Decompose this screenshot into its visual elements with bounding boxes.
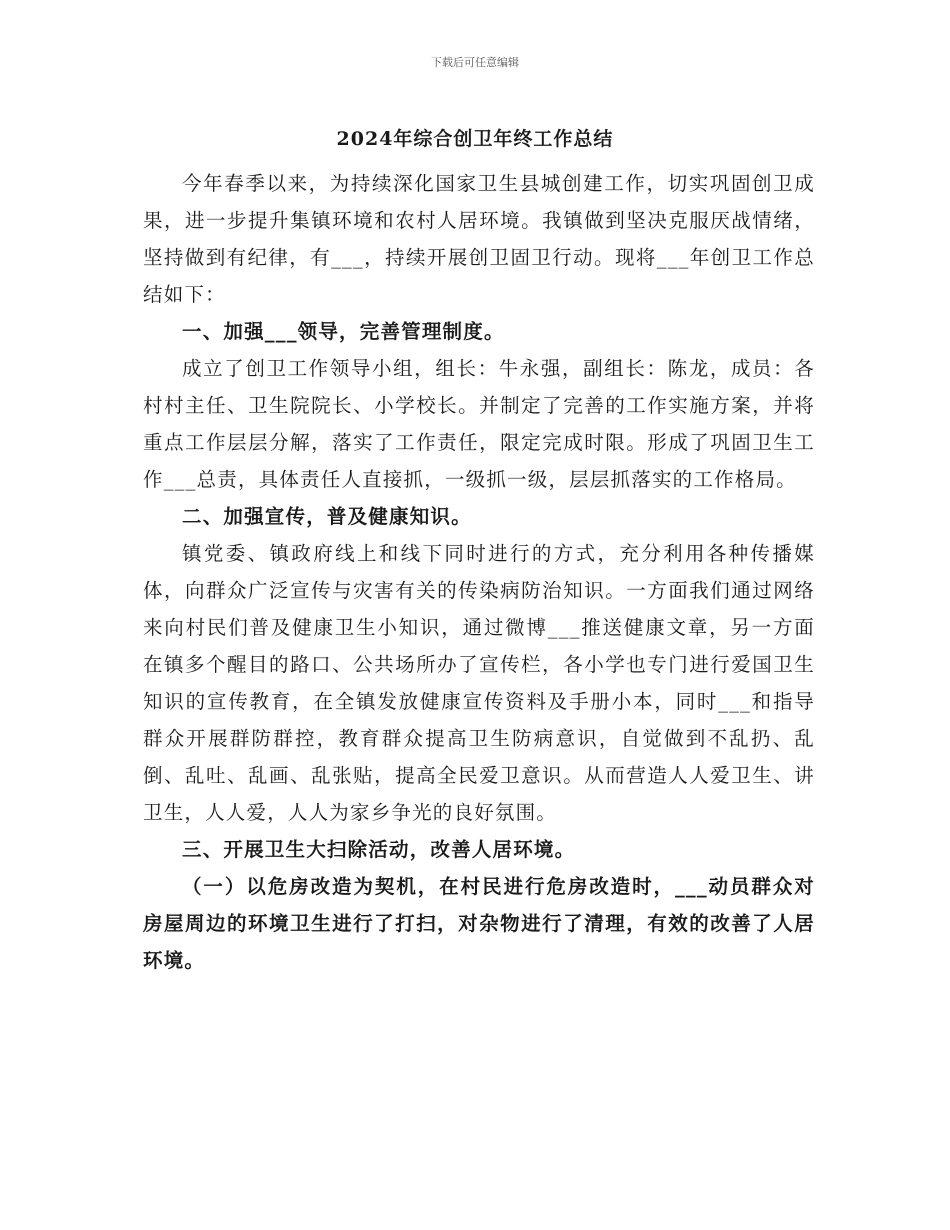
section-2-paragraph: 镇党委、镇政府线上和线下同时进行的方式，充分利用各种传播媒体，向群众广泛宣传与灾害有关的传染病防治知识。一方面我们通过网络来向村民们普及健康卫生小知识，通过微博___推送健康文章，另一方面在镇多个醒目的路口、公共场所办了宣传栏，各小学也专门进行爱国卫生知识的宣传教育，在全镇发放健康宣传资料及手册小本，同时___和指导群众开展群防群控，教育群众提高卫生防病意识，自觉做到不乱扔、乱倒、乱吐、乱画、乱张贴，提高全民爱卫意识。从而营造人人爱卫生、讲卫生，人人爱，人人为家乡争光的良好氛围。: [143, 542, 815, 824]
document-body: [143, 165, 815, 979]
section-1-paragraph: 成立了创卫工作领导小组，组长：牛永强，副组长：陈龙，成员：各村村主任、卫生院院长、小学校长。并制定了完善的工作实施方案，并将重点工作层层分解，落实了工作责任，限定完成时限。形成了巩固卫生工作___总责，具体责任人直接抓，一级抓一级，层层抓落实的工作格局。: [143, 357, 815, 491]
section-heading-3: 三、开展卫生大扫除活动，改善人居环境。: [182, 838, 576, 861]
intro-paragraph: 今年春季以来，为持续深化国家卫生县城创建工作，切实巩固创卫成果，进一步提升集镇环境和农村人居环境。我镇做到坚决克服厌战情绪，坚持做到有纪律，有___，持续开展创卫固卫行动。现将___年创卫工作总结如下：: [143, 172, 815, 306]
page-header: 下载后可任意编辑: [431, 56, 519, 69]
section-heading-2: 二、加强宣传，普及健康知识。: [182, 505, 472, 528]
document-title: 2024年综合创卫年终工作总结: [336, 128, 614, 150]
section-heading-1: 一、加强___领导，完善管理制度。: [182, 320, 505, 343]
section-3-subparagraph-1: （一）以危房改造为契机，在村民进行危房改造时，___动员群众对房屋周边的环境卫生进行了打扫，对杂物进行了清理，有效的改善了人居环境。: [143, 875, 815, 972]
